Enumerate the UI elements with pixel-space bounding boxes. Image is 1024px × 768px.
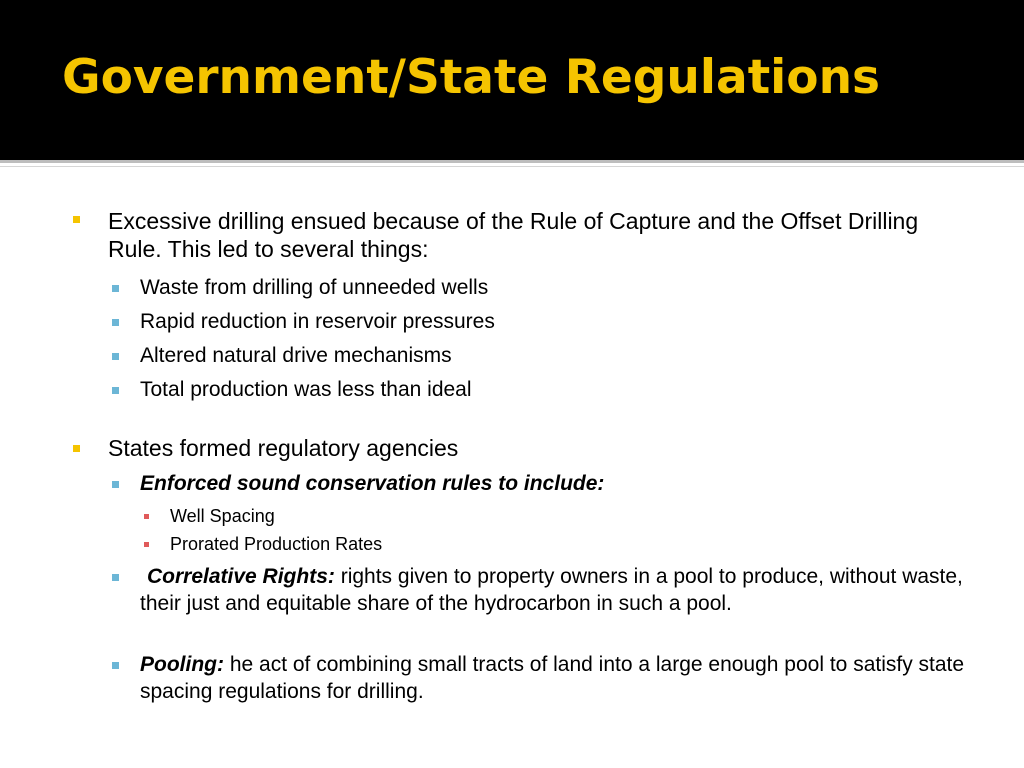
sub-bullet-marker-icon xyxy=(112,285,119,292)
sub-bullet-marker-icon xyxy=(112,481,119,488)
definition-pooling: he act of combining small tracts of land into a large enough pool to satisfy state spacing regulations for drilling. xyxy=(140,653,965,703)
slide-title: Government/State Regulations xyxy=(62,50,881,105)
sub-bullet-text xyxy=(140,651,970,705)
sub-bullet-text: Total production was less than ideal xyxy=(140,378,472,401)
sub-bullet-marker-icon xyxy=(112,574,119,581)
bullet-text: Excessive drilling ensued because of the Rule of Capture and the Offset Drilling Rule. This led to several things: xyxy=(108,208,919,262)
sub-sub-bullet-text: Prorated Production Rates xyxy=(170,534,383,554)
sub-bullet-marker-icon xyxy=(112,353,119,360)
term-pooling: Pooling: xyxy=(140,653,224,676)
sub-bullet-marker-icon xyxy=(112,662,119,669)
sub-bullet-marker-icon xyxy=(112,387,119,394)
sub-sub-bullet-marker-icon xyxy=(144,542,149,547)
bullet-text: States formed regulatory agencies xyxy=(108,435,459,461)
sub-bullet-text: Enforced sound conservation rules to include: xyxy=(140,472,605,495)
sub-bullet-text: Rapid reduction in reservoir pressures xyxy=(140,310,495,333)
sub-bullet-marker-icon xyxy=(112,319,119,326)
bullet-marker-icon xyxy=(73,216,80,223)
definition-correlative-rights: rights given to property owners in a pool to produce, without waste, their just and equitable share of the hydrocarbon in such a pool. xyxy=(140,565,963,615)
sub-sub-bullet-text: Well Spacing xyxy=(170,506,275,526)
bullet-marker-icon xyxy=(73,445,80,452)
sub-bullet-text: Waste from drilling of unneeded wells xyxy=(140,276,489,299)
sub-bullet-text xyxy=(140,563,970,617)
term-correlative-rights: Correlative Rights: xyxy=(147,565,335,588)
sub-bullet-text: Altered natural drive mechanisms xyxy=(140,344,452,367)
sub-sub-bullet-marker-icon xyxy=(144,514,149,519)
